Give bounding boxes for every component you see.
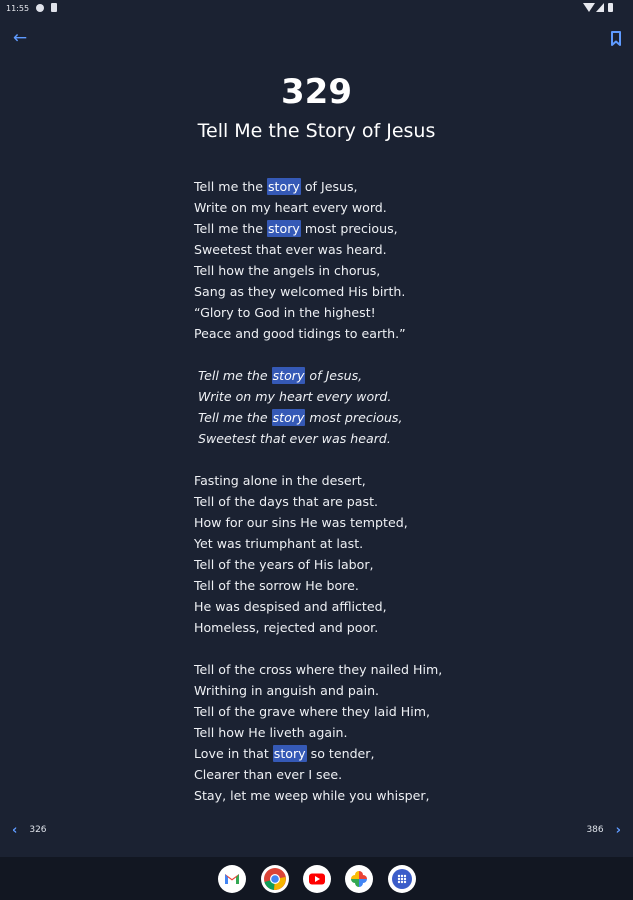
lyric-line: Fasting alone in the desert,	[194, 473, 366, 488]
lyric-line: Tell how He liveth again.	[194, 725, 348, 740]
status-bar	[0, 0, 633, 20]
search-highlight: story	[273, 746, 306, 761]
youtube-icon	[303, 865, 331, 893]
lyric-line: Tell of the sorrow He bore.	[194, 578, 359, 593]
gmail-icon	[218, 865, 246, 893]
lyric-line: Sang as they welcomed His birth.	[194, 284, 406, 299]
chrome-app[interactable]	[261, 865, 289, 893]
lyric-line: Write on my heart every word.	[198, 389, 392, 404]
lyric-line: Tell of the grave where they laid Him,	[194, 704, 430, 719]
verse-stanza	[194, 176, 514, 344]
hymn-title: Tell Me the Story of Jesus	[197, 120, 436, 142]
notification-circle-icon	[36, 4, 44, 12]
previous-hymn-number: 326	[29, 825, 47, 835]
lyric-line: Tell of the years of His labor,	[194, 557, 374, 572]
battery-icon	[608, 3, 613, 12]
lyric-line: Tell me the story most precious,	[194, 221, 398, 236]
lyric-line: Sweetest that ever was heard.	[194, 242, 387, 257]
app-drawer-icon	[388, 865, 416, 893]
chrome-icon	[261, 865, 289, 893]
signal-icon	[596, 3, 604, 12]
status-time: 11:55	[6, 4, 30, 13]
lyric-line: Tell me the story of Jesus,	[194, 179, 358, 194]
chevron-right-icon: ›	[615, 822, 621, 838]
gmail-app[interactable]	[218, 865, 246, 893]
arrow-left-icon: ←	[12, 28, 28, 48]
chevron-left-icon: ‹	[12, 822, 18, 838]
back-button[interactable]	[10, 29, 30, 47]
verse-stanza	[194, 659, 514, 806]
lyric-line: Tell of the days that are past.	[194, 494, 379, 509]
sd-card-icon	[51, 3, 57, 12]
app-drawer-button[interactable]	[388, 865, 416, 893]
lyric-line: Tell me the story most precious,	[198, 410, 403, 425]
lyric-line: Love in that story so tender,	[194, 746, 375, 761]
search-highlight: story	[268, 179, 300, 194]
lyric-line: “Glory to God in the highest!	[194, 305, 376, 320]
lyric-line: Write on my heart every word.	[194, 200, 387, 215]
lyric-line: Tell of the cross where they nailed Him,	[194, 662, 443, 677]
youtube-app[interactable]	[303, 865, 331, 893]
search-highlight: story	[272, 410, 305, 425]
photos-icon	[345, 865, 373, 893]
app-dock	[0, 857, 633, 900]
lyric-line: Peace and good tidings to earth.”	[194, 326, 406, 341]
search-highlight: story	[268, 221, 300, 236]
photos-app[interactable]	[345, 865, 373, 893]
bookmark-icon	[606, 29, 626, 47]
lyric-line: Sweetest that ever was heard.	[198, 431, 391, 446]
lyric-line: How for our sins He was tempted,	[194, 515, 408, 530]
lyric-line: Stay, let me weep while you whisper,	[194, 788, 430, 803]
verse-stanza	[194, 470, 514, 638]
next-hymn-button[interactable]	[586, 823, 621, 837]
lyric-line: Clearer than ever I see.	[194, 767, 343, 782]
bookmark-button[interactable]	[606, 29, 626, 47]
chorus-stanza	[194, 365, 514, 449]
search-highlight: story	[272, 368, 305, 383]
wifi-icon	[583, 3, 595, 12]
lyric-line: Tell me the story of Jesus,	[198, 368, 363, 383]
lyrics-body	[194, 176, 514, 827]
lyric-line: Writhing in anguish and pain.	[194, 683, 380, 698]
lyric-line: Yet was triumphant at last.	[194, 536, 364, 551]
hymn-number: 329	[281, 72, 352, 112]
previous-hymn-button[interactable]	[12, 823, 47, 837]
lyric-line: Tell how the angels in chorus,	[194, 263, 381, 278]
lyric-line: He was despised and afflicted,	[194, 599, 387, 614]
lyric-line: Homeless, rejected and poor.	[194, 620, 379, 635]
next-hymn-number: 386	[586, 825, 604, 835]
